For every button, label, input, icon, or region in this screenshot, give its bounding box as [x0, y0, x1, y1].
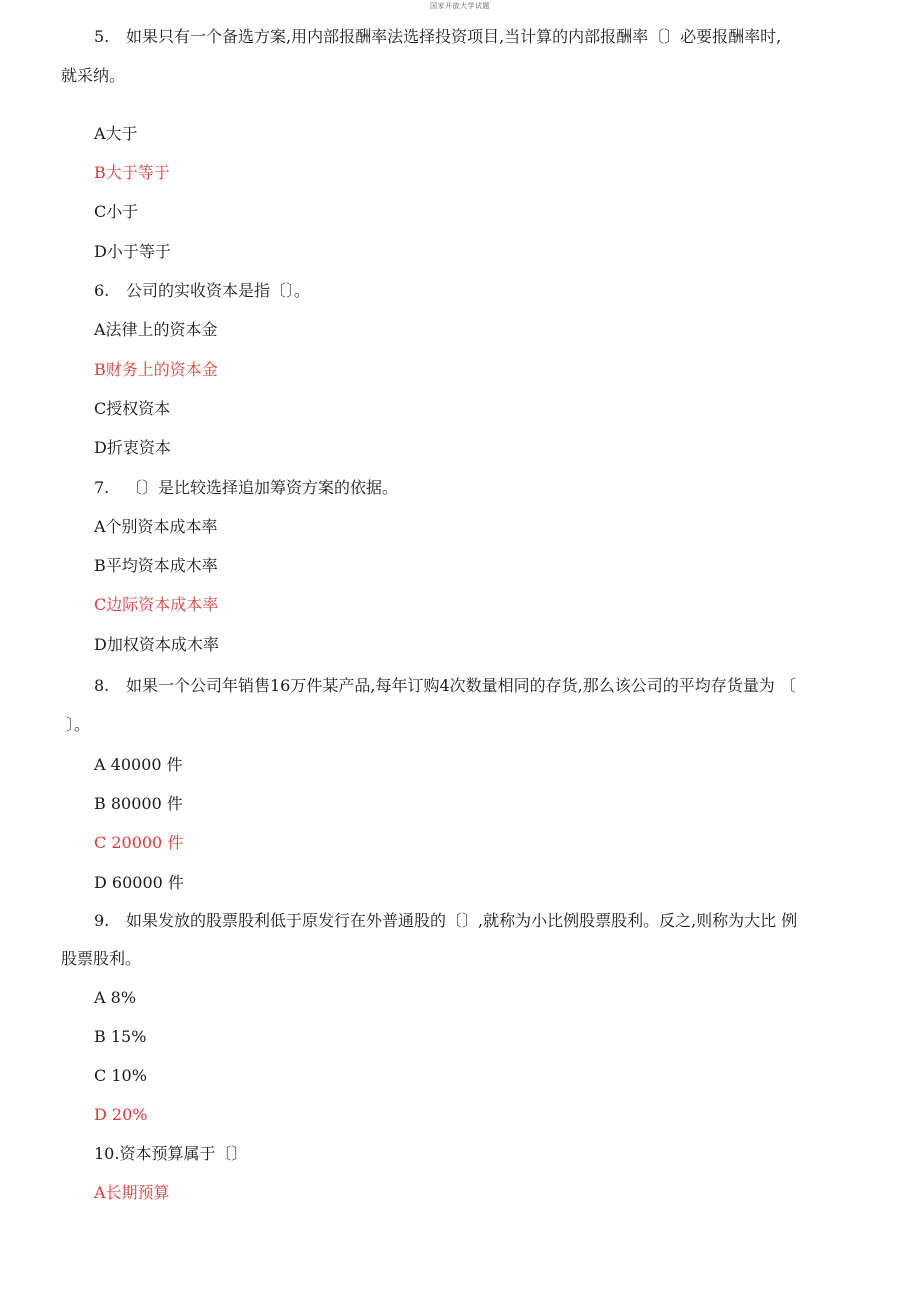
- option-b: B 80000 件: [94, 794, 183, 813]
- question-6: [94, 281, 310, 301]
- option-a: A法律上的资本金: [94, 320, 218, 339]
- option-d-correct: D 20%: [94, 1105, 148, 1124]
- question-8: [94, 676, 796, 696]
- question-number: 8.: [94, 676, 110, 695]
- option-c: C小于: [94, 202, 139, 221]
- question-9-continued: 股票股利。: [61, 949, 142, 968]
- question-5-continued: 就采纳。: [61, 66, 126, 85]
- question-number: 7.: [94, 478, 110, 497]
- option-d: D加权资本成木率: [94, 635, 219, 654]
- option-b: B 15%: [94, 1027, 147, 1046]
- question-10: [94, 1144, 247, 1164]
- question-text: 公司的实收资本是指〔〕。: [126, 281, 311, 300]
- option-a: A大于: [94, 124, 138, 143]
- question-text: 〔〕是比较选择追加筹资方案的依据。: [126, 478, 399, 497]
- option-b: B平均资本成木率: [94, 556, 218, 575]
- question-9: [94, 911, 797, 931]
- option-a: A个别资本成本率: [94, 517, 218, 536]
- question-text: 如果只有一个备选方案,用内部报酬率法选择投资项目,当计算的内部报酬率〔〕必要报酬率时,: [126, 27, 782, 46]
- question-text: 如果发放的股票股利低于原发行在外普通股的〔〕,就称为小比例股票股利。反之,则称为大比 例: [126, 911, 798, 930]
- question-number: 10.: [94, 1144, 120, 1163]
- option-d: D小于等于: [94, 242, 171, 261]
- question-7: [94, 478, 398, 498]
- option-c: C授权资本: [94, 399, 171, 418]
- page-header: 国家开放大学试题: [430, 2, 490, 10]
- option-a: A 40000 件: [94, 755, 183, 774]
- option-c-correct: C边际资本成本率: [94, 595, 219, 614]
- option-b-correct: B大于等于: [94, 163, 170, 182]
- question-text: 如果一个公司年销售16万件某产品,每年订购4次数量相同的存货,那么该公司的平均存货量为 〔: [126, 676, 796, 695]
- option-a: A 8%: [94, 988, 137, 1007]
- question-text: 资本预算属于〔〕: [119, 1144, 248, 1163]
- question-5: [94, 27, 781, 47]
- option-d: D折衷资本: [94, 438, 171, 457]
- question-number: 9.: [94, 911, 110, 930]
- question-8-continued: 〕。: [66, 715, 91, 734]
- option-c: C 10%: [94, 1066, 147, 1085]
- option-c-correct: C 20000 件: [94, 833, 184, 852]
- option-b-correct: B财务上的资本金: [94, 360, 218, 379]
- question-number: 6.: [94, 281, 110, 300]
- question-number: 5.: [94, 27, 110, 46]
- option-a-correct: A长期预算: [94, 1183, 170, 1202]
- option-d: D 60000 件: [94, 873, 184, 892]
